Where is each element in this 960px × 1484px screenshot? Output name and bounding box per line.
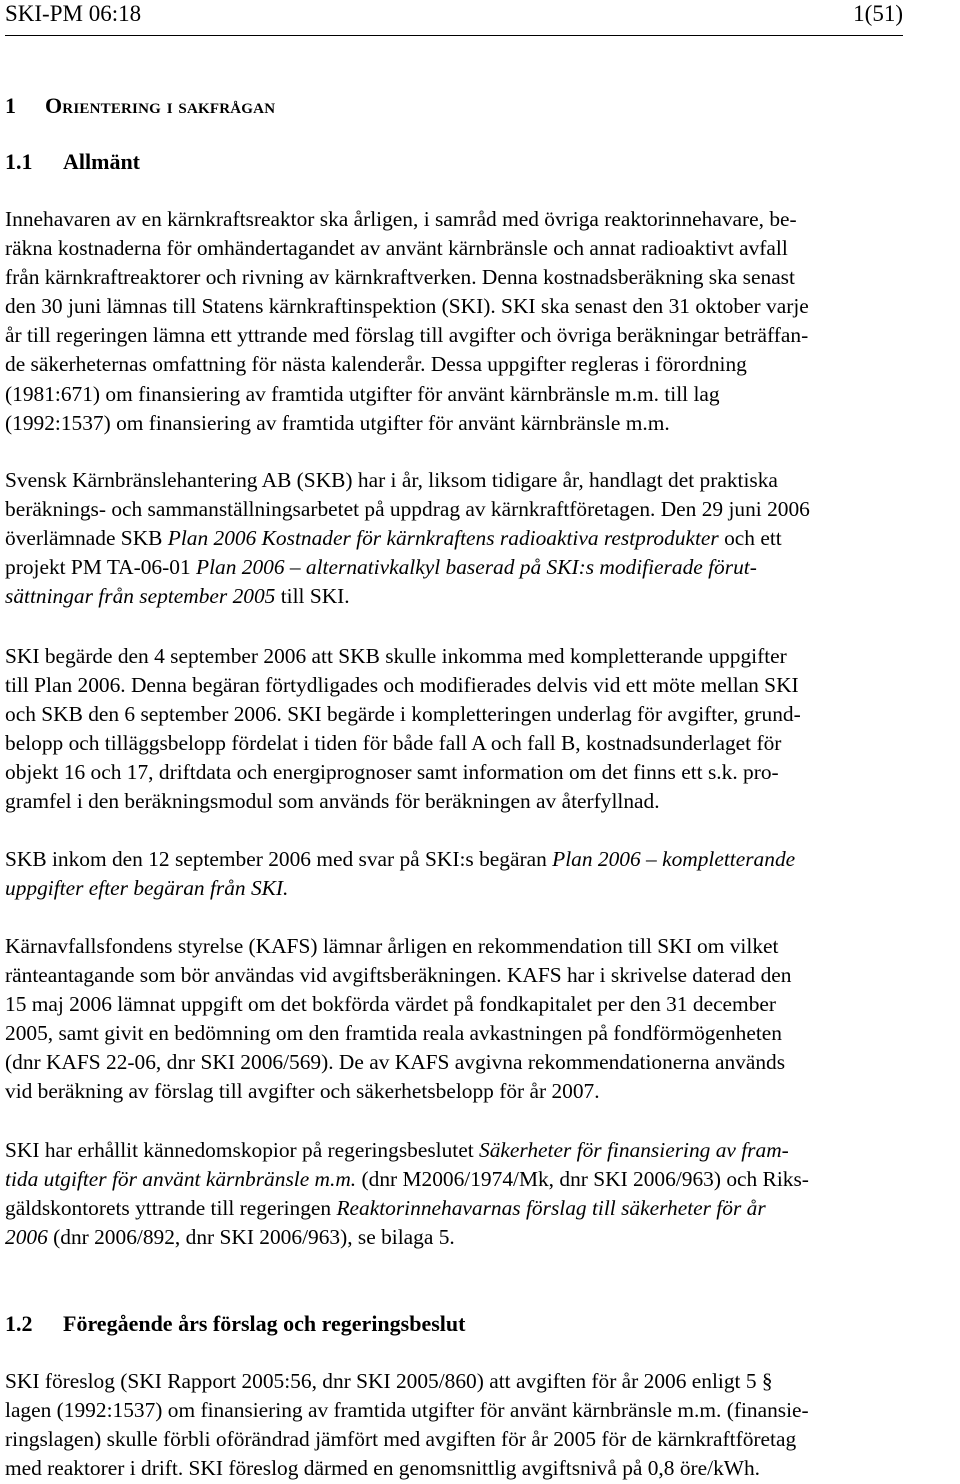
text-line bbox=[5, 582, 945, 611]
text-run: projekt PM TA-06-01 bbox=[5, 555, 196, 580]
text-line: den 30 juni lämnas till Statens kärnkraftinspektion (SKI). SKI ska senast den 31 oktober varje bbox=[5, 294, 809, 319]
document-title-italic: Säkerheter för finansiering av fram- bbox=[479, 1138, 789, 1162]
header-divider bbox=[5, 35, 903, 36]
text-run: (dnr M2006/1974/Mk, dnr SKI 2006/963) och Riks- bbox=[356, 1167, 809, 1192]
text-line: 2005, samt givit en bedömning om den framtida reala avkastningen på fondförmögenheten bbox=[5, 1021, 782, 1046]
section-title: Orientering i sakfrågan bbox=[45, 93, 276, 118]
text-run: (dnr 2006/892, dnr SKI 2006/963), se bilaga 5. bbox=[47, 1225, 455, 1250]
text-line: ringslagen) skulle förbli oförändrad jämfört med avgiften för år 2005 för de kärnkraftföretag bbox=[5, 1427, 797, 1452]
text-line: 15 maj 2006 lämnat uppgift om det bokförda värdet på fondkapitalet per den 31 december bbox=[5, 992, 777, 1017]
text-line: belopp och tilläggsbelopp fördelat i tiden för både fall A och fall B, kostnadsunderlaget för bbox=[5, 731, 782, 756]
document-title-italic: Reaktorinnehavarnas förslag till säkerheter för år bbox=[336, 1196, 766, 1221]
document-title-italic: tida utgifter för använt kärnbränsle m.m. bbox=[5, 1167, 357, 1192]
text-line bbox=[5, 1223, 945, 1252]
text-line: (1981:671) om finansiering av framtida utgifter för använt kärnbränsle m.m. till lag bbox=[5, 381, 720, 406]
text-line: uppgifter efter begäran från SKI. bbox=[5, 876, 289, 901]
text-line: Kärnavfallsfondens styrelse (KAFS) lämnar årligen en rekommendation till SKI om vilket bbox=[5, 934, 779, 958]
text-line: till Plan 2006. Denna begäran förtydligades och modifierades delvis vid ett möte mellan SKI bbox=[5, 673, 799, 698]
text-line: lagen (1992:1537) om finansiering av framtida utgifter för använt kärnbränsle m.m. (finansie- bbox=[5, 1398, 809, 1423]
text-run: gäldskontorets yttrande till regeringen bbox=[5, 1196, 337, 1221]
text-line bbox=[5, 524, 945, 553]
paragraph-obligations bbox=[5, 205, 945, 438]
text-line: (dnr KAFS 22-06, dnr SKI 2006/569). De av KAFS avgivna rekommendationerna används bbox=[5, 1050, 786, 1075]
text-run: och ett bbox=[718, 526, 782, 551]
section-title: Allmänt bbox=[63, 149, 140, 174]
paragraph-skb-reply bbox=[5, 845, 945, 903]
section-heading-1 bbox=[5, 92, 275, 120]
page-number: 1(51) bbox=[853, 1, 903, 26]
text-run: till SKI. bbox=[275, 584, 350, 609]
section-number: 1.1 bbox=[5, 149, 33, 174]
section-title: Föregående års förslag och regeringsbeslut bbox=[63, 1311, 466, 1336]
text-line: ränteantagande som bör användas vid avgiftsberäkningen. KAFS har i skrivelse daterad den bbox=[5, 963, 792, 988]
text-line: och SKB den 6 september 2006. SKI begärde i kompletteringen underlag för avgifter, grund- bbox=[5, 702, 801, 727]
text-line: gramfel i den beräkningsmodul som används för beräkningen av återfyllnad. bbox=[5, 789, 660, 814]
document-title-italic: Plan 2006 – kompletterande bbox=[552, 847, 796, 871]
text-line: räkna kostnaderna för omhändertagandet av använt kärnbränsle och annat radioaktivt avfall bbox=[5, 236, 788, 261]
document-title-italic: Plan 2006 Kostnader för kärnkraftens radioaktiva restprodukter bbox=[167, 526, 719, 551]
section-heading-1-1 bbox=[5, 148, 140, 176]
document-title-italic: 2006 bbox=[5, 1225, 48, 1250]
text-line: år till regeringen lämna ett yttrande med förslag till avgifter och övriga beräkningar beträffan- bbox=[5, 323, 809, 348]
text-line: beräknings- och sammanställningsarbetet på uppdrag av kärnkraftföretagen. Den 29 juni 2006 bbox=[5, 497, 810, 522]
text-run: SKB inkom den 12 september 2006 med svar på SKI:s begäran bbox=[5, 847, 553, 871]
paragraph-kafs bbox=[5, 932, 945, 1107]
text-line bbox=[5, 1136, 945, 1165]
text-line: Svensk Kärnbränslehantering AB (SKB) har i år, liksom tidigare år, handlagt det praktiska bbox=[5, 468, 778, 492]
document-title-italic: sättningar från september 2005 bbox=[5, 584, 276, 609]
page-header bbox=[5, 1, 903, 31]
paragraph-request bbox=[5, 642, 945, 817]
text-line bbox=[5, 1165, 945, 1194]
text-line: objekt 16 och 17, driftdata och energiprognoser samt information om det finns ett s.k. pro- bbox=[5, 760, 779, 785]
document-id: SKI-PM 06:18 bbox=[5, 1, 142, 26]
section-heading-1-2 bbox=[5, 1310, 465, 1338]
text-line bbox=[5, 553, 945, 582]
paragraph-government-decision bbox=[5, 1136, 945, 1252]
text-line: vid beräkning av förslag till avgifter och säkerhetsbelopp för år 2007. bbox=[5, 1079, 600, 1104]
section-number: 1 bbox=[5, 93, 16, 118]
section-number: 1.2 bbox=[5, 1311, 33, 1336]
text-line: de säkerheternas omfattning för nästa kalenderår. Dessa uppgifter regleras i förordning bbox=[5, 352, 747, 377]
document-title-italic: Plan 2006 – alternativkalkyl baserad på SKI:s modifierade förut- bbox=[196, 555, 757, 580]
text-run: överlämnade SKB bbox=[5, 526, 168, 551]
paragraph-previous-proposal bbox=[5, 1367, 945, 1483]
text-line: SKI begärde den 4 september 2006 att SKB skulle inkomma med kompletterande uppgifter bbox=[5, 644, 787, 668]
text-line bbox=[5, 1194, 945, 1223]
text-line: (1992:1537) om finansiering av framtida utgifter för använt kärnbränsle m.m. bbox=[5, 410, 670, 435]
text-line: med reaktorer i drift. SKI föreslog därmed en genomsnittlig avgiftsnivå på 0,8 öre/kWh. bbox=[5, 1456, 761, 1481]
paragraph-skb-plan bbox=[5, 466, 945, 611]
text-line: från kärnkraftreaktorer och rivning av kärnkraftverken. Denna kostnadsberäkning ska senast bbox=[5, 265, 795, 290]
text-line bbox=[5, 845, 945, 874]
text-line: Innehavaren av en kärnkraftsreaktor ska årligen, i samråd med övriga reaktorinnehavare, be- bbox=[5, 207, 797, 231]
text-line: SKI föreslog (SKI Rapport 2005:56, dnr SKI 2005/860) att avgiften för år 2006 enligt 5 § bbox=[5, 1369, 773, 1393]
text-run: SKI har erhållit kännedomskopior på regeringsbeslutet bbox=[5, 1138, 480, 1162]
